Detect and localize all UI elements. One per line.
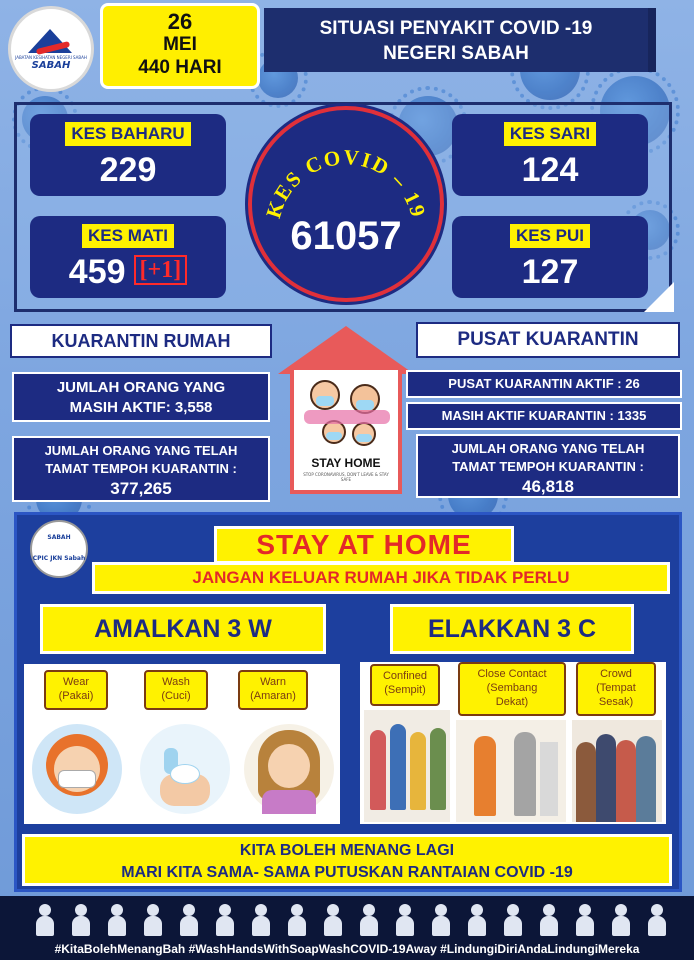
footer-hashtags: #KitaBolehMenangBah #WashHandsWithSoapWashCOVID-19Away #LindungiDiriAndaLindungiMereka: [54, 942, 640, 956]
wear-label: Wear: [62, 676, 90, 688]
total-cases-label: KES COVID – 19: [261, 144, 431, 222]
crowd-label-ms2: Sesak): [598, 696, 634, 708]
amalkan-3w-banner: AMALKAN 3 W: [40, 604, 326, 654]
pk-tamat-value: 46,818: [522, 477, 574, 496]
worker-figure-icon: [612, 904, 630, 938]
kuarantin-rumah-heading: KUARANTIN RUMAH: [10, 324, 272, 358]
close-contact-label-ms2: Dekat): [495, 696, 529, 708]
wash-tag: [144, 670, 208, 710]
confined-label-ms: (Sempit): [384, 684, 426, 696]
crowd-label-ms: (Tempat: [596, 682, 636, 694]
worker-figure-icon: [324, 904, 342, 938]
wear-tag: [44, 670, 108, 710]
wash-hands-icon: [140, 724, 230, 814]
cpic-logo: [30, 520, 88, 578]
total-cases-label-arc: [252, 110, 440, 298]
crowd-label: Crowd: [600, 668, 632, 680]
kes-mati-delta: [+1]: [134, 255, 188, 285]
worker-figure-icon: [36, 904, 54, 938]
crowd-illustration: [572, 720, 662, 822]
menang-banner: [22, 834, 672, 886]
masih-aktif-kuarantin: MASIH AKTIF KUARANTIN : 1335: [406, 402, 682, 430]
worker-figure-icon: [252, 904, 270, 938]
worker-figure-icon: [108, 904, 126, 938]
page-title: [264, 8, 656, 72]
pusat-kuarantin-heading: PUSAT KUARANTIN: [416, 322, 680, 358]
pusat-kuarantin-aktif: PUSAT KUARANTIN AKTIF : 26: [406, 370, 682, 398]
wear-label-ms: (Pakai): [58, 690, 94, 702]
date-day: 26: [167, 9, 193, 34]
kes-pui-card: [452, 216, 648, 298]
total-cases-circle: [248, 106, 444, 302]
confined-label: Confined: [382, 670, 428, 682]
date-month: MEI: [163, 34, 197, 55]
worker-figure-icon: [504, 904, 522, 938]
crowd-tag: [576, 662, 656, 716]
wash-label: Wash: [162, 676, 190, 688]
worker-figure-icon: [180, 904, 198, 938]
kes-mati-card: [30, 216, 226, 298]
house-roof: [278, 326, 414, 374]
title-line2: NEGERI SABAH: [383, 43, 529, 64]
kes-pui-value: 127: [521, 253, 579, 291]
svg-text:KES COVID – 19: [261, 145, 430, 221]
logo-text: JABATAN KESIHATAN NEGERI SABAH: [15, 55, 87, 60]
kes-baharu-value: 229: [99, 151, 157, 189]
footer-bar: [0, 896, 694, 960]
close-contact-illustration: [456, 720, 566, 822]
worker-figure-icon: [72, 904, 90, 938]
cpic-line2: CPIC JKN Sabah: [32, 555, 86, 562]
kes-sari-label: KES SARI: [504, 122, 596, 146]
pk-tamat-line2: TAMAT TEMPOH KUARANTIN :: [452, 459, 644, 474]
date-days-count: 440 HARI: [138, 57, 222, 78]
close-contact-tag: [458, 662, 566, 716]
confined-illustration: [364, 710, 450, 822]
warn-label: Warn: [260, 676, 286, 688]
worker-figure-icon: [216, 904, 234, 938]
warn-label-ms: (Amaran): [250, 690, 296, 702]
kes-sari-value: 124: [521, 151, 579, 189]
page-fold-decoration: [644, 282, 674, 312]
worker-figure-icon: [396, 904, 414, 938]
kuarantin-rumah-tamat: [12, 436, 270, 502]
house-body: [290, 370, 402, 494]
kr-tamat-line1: JUMLAH ORANG YANG TELAH: [44, 443, 238, 458]
kes-sari-card: [452, 114, 648, 196]
pk-tamat-line1: JUMLAH ORANG YANG TELAH: [451, 441, 645, 456]
wash-label-ms: (Cuci): [161, 690, 191, 702]
worker-figure-icon: [468, 904, 486, 938]
close-contact-label: Close Contact: [477, 668, 547, 680]
logo-name: SABAH: [31, 60, 71, 71]
stay-home-label: STAY HOME: [311, 456, 381, 470]
kes-mati-label: KES MATI: [82, 224, 174, 248]
menang-line2: MARI KITA SAMA- SAMA PUTUSKAN RANTAIAN COVID -19: [121, 864, 573, 881]
worker-figure-icon: [360, 904, 378, 938]
title-line1: SITUASI PENYAKIT COVID -19: [319, 18, 593, 39]
mountain-icon: [24, 27, 78, 53]
worker-figure-icon: [576, 904, 594, 938]
stay-at-home-banner: STAY AT HOME: [214, 526, 514, 564]
wear-mask-icon: [32, 724, 122, 814]
worker-figure-icon: [144, 904, 162, 938]
stay-home-illustration: [276, 326, 416, 496]
kr-aktif-line1: JUMLAH ORANG YANG: [56, 379, 226, 396]
family-illustration: [304, 376, 390, 454]
kuarantin-rumah-aktif: [12, 372, 270, 422]
elakkan-3c-banner: ELAKKAN 3 C: [390, 604, 634, 654]
worker-figure-icon: [288, 904, 306, 938]
worker-figure-icon: [432, 904, 450, 938]
date-box: [100, 3, 260, 89]
stay-home-sub: STOP CORONAVIRUS, DON'T LEAVE & STAY SAFE: [303, 472, 389, 482]
warn-girl-icon: [244, 724, 334, 814]
confined-tag: [370, 664, 440, 706]
cpic-line1: SABAH: [47, 534, 71, 541]
kes-pui-label: KES PUI: [510, 224, 590, 248]
total-cases-value: 61057: [290, 214, 402, 258]
kes-baharu-label: KES BAHARU: [65, 122, 190, 146]
pusat-kuarantin-tamat: [416, 434, 680, 498]
worker-figure-icon: [540, 904, 558, 938]
warn-tag: [238, 670, 308, 710]
three-c-card: [360, 662, 666, 824]
kes-mati-value: 459: [68, 253, 126, 291]
close-contact-label-ms: (Sembang: [486, 682, 538, 694]
three-w-card: [24, 664, 340, 824]
jangan-keluar-banner: JANGAN KELUAR RUMAH JIKA TIDAK PERLU: [92, 562, 670, 594]
kr-aktif-line2: MASIH AKTIF: 3,558: [69, 399, 213, 416]
kes-baharu-card: [30, 114, 226, 196]
worker-figure-icon: [648, 904, 666, 938]
kr-tamat-line2: TAMAT TEMPOH KUARANTIN :: [45, 461, 237, 476]
menang-line1: KITA BOLEH MENANG LAGI: [239, 842, 455, 859]
kr-tamat-value: 377,265: [110, 479, 172, 498]
jkn-sabah-logo: [8, 6, 94, 92]
